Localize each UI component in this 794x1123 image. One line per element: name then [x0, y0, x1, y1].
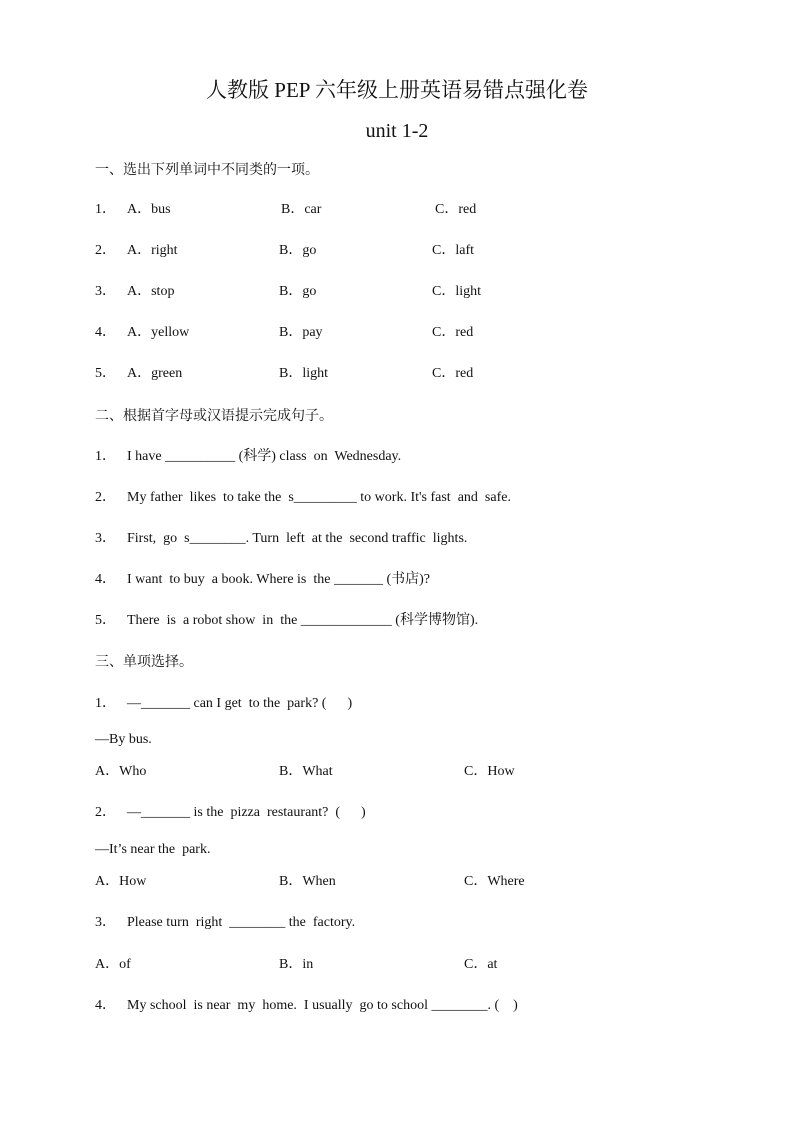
item-number: 5．: [95, 613, 116, 628]
item-number: 3．: [95, 531, 116, 546]
item-number: 1．: [95, 202, 116, 217]
option-a: A．yellow: [127, 325, 190, 340]
option-a: A．Who: [95, 764, 147, 779]
option-c: C．laft: [432, 243, 474, 258]
section-1-heading: 一、选出下列单词中不同类的一项。: [95, 162, 319, 178]
option-b: B．What: [279, 764, 333, 779]
option-a: A．right: [127, 243, 178, 258]
option-b: B．pay: [279, 325, 323, 340]
option-c: C．Where: [464, 874, 525, 889]
option-c: C．at: [464, 957, 498, 972]
item-number: 4．: [95, 572, 116, 587]
option-c: C．red: [432, 325, 474, 340]
option-a: A．How: [95, 874, 147, 889]
option-c: C．red: [432, 366, 474, 381]
item-number: 1．: [95, 696, 116, 711]
question-text: —_______ can I get to the park? ( ): [127, 696, 353, 711]
document-subtitle: unit 1-2: [365, 120, 429, 142]
option-a: A．green: [127, 366, 183, 381]
option-b: B．go: [279, 243, 317, 258]
section-2-heading: 二、根据首字母或汉语提示完成句子。: [95, 408, 333, 424]
option-b: B．car: [281, 202, 322, 217]
item-number: 2．: [95, 805, 116, 820]
document-title: 人教版 PEP 六年级上册英语易错点强化卷: [206, 78, 588, 102]
option-c: C．red: [435, 202, 477, 217]
item-number: 2．: [95, 490, 116, 505]
option-b: B．When: [279, 874, 336, 889]
question-text: My school is near my home. I usually go to school ________. ( ): [127, 998, 518, 1013]
item-number: 3．: [95, 284, 116, 299]
option-b: B．in: [279, 957, 314, 972]
item-text: I want to buy a book. Where is the _______ (书店)?: [127, 572, 431, 587]
option-b: B．go: [279, 284, 317, 299]
item-number: 3．: [95, 915, 116, 930]
option-b: B．light: [279, 366, 329, 381]
question-text: Please turn right ________ the factory.: [127, 915, 356, 930]
option-a: A．stop: [127, 284, 175, 299]
section-3-heading: 三、单项选择。: [95, 654, 193, 670]
reply-text: —By bus.: [95, 732, 152, 747]
item-number: 1．: [95, 449, 116, 464]
item-text: I have __________ (科学) class on Wednesday.: [127, 449, 402, 464]
item-text: First, go s________. Turn left at the second traffic lights.: [127, 531, 468, 546]
question-text: —_______ is the pizza restaurant? ( ): [127, 805, 366, 820]
item-number: 4．: [95, 998, 116, 1013]
item-text: There is a robot show in the _____________ (科学博物馆).: [127, 613, 479, 628]
item-number: 4．: [95, 325, 116, 340]
item-number: 5．: [95, 366, 116, 381]
option-c: C．light: [432, 284, 482, 299]
option-a: A．of: [95, 957, 131, 972]
option-c: C．How: [464, 764, 515, 779]
reply-text: —It’s near the park.: [95, 842, 211, 857]
option-a: A．bus: [127, 202, 171, 217]
item-number: 2．: [95, 243, 116, 258]
item-text: My father likes to take the s_________ to work. It's fast and safe.: [127, 490, 511, 505]
